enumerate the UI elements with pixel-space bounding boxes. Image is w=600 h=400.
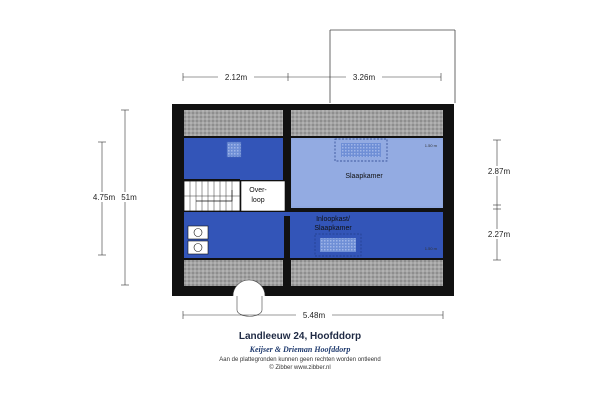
copyright-text: © Zibber www.zibber.nl [269, 365, 331, 371]
dryer-icon [188, 241, 208, 254]
disclaimer-text: Aan de plattegronden kunnen geen rechten worden ontleend [219, 357, 381, 363]
roof-slope-top-left [184, 110, 283, 136]
door-swing [233, 280, 265, 316]
landing-overloop [241, 181, 285, 211]
label-overloop-line2: loop [251, 197, 265, 204]
dimension-right [482, 140, 514, 260]
address-title: Landleeuw 24, Hoofddorp [238, 331, 362, 342]
roof-slope-bottom-left [184, 260, 283, 286]
skylight-overloop [227, 142, 241, 157]
dim-left-height-suffix: 51m [121, 193, 137, 202]
washing-machine-icon [188, 226, 208, 239]
roof-slope-top-right [291, 110, 443, 136]
wall-horizontal-bottom [184, 258, 443, 260]
dim-right-lower: 2.27m [487, 230, 511, 239]
room-inloopkast [184, 212, 443, 258]
wall-horizontal-top [184, 136, 443, 138]
label-overloop-line1: Over- [249, 187, 267, 194]
label-slaapkamer: Slaapkamer [345, 173, 383, 180]
wall-vertical-lower [284, 216, 290, 286]
label-ceiling-height-lower: 1.50 m [424, 246, 437, 251]
dim-top-left: 2.12m [224, 73, 248, 82]
wall-vertical [284, 110, 290, 180]
dim-left-height: 4.75m [92, 193, 116, 202]
label-inloopkast-line1: Inloopkast/ [316, 216, 350, 223]
dim-bottom-width: 5.48m [302, 311, 326, 320]
agent-name: Keijser & Drieman Hoofddorp [249, 345, 351, 354]
wall-horizontal-overloop [184, 179, 240, 181]
wall-horizontal-mid [286, 208, 443, 212]
dormer-outline [330, 30, 455, 103]
dim-top-right: 3.26m [352, 73, 376, 82]
roof-slope-bottom-right [291, 260, 443, 286]
dim-right-upper: 2.87m [487, 167, 511, 176]
dimension-top [183, 72, 441, 82]
skylight-slaapkamer-glass [341, 143, 381, 157]
label-inloopkast-line2: Slaapkamer [314, 225, 352, 232]
label-ceiling-height-upper: 1.50 m [424, 143, 437, 148]
staircase [184, 181, 240, 211]
skylight-inloopkast-glass [320, 238, 356, 252]
